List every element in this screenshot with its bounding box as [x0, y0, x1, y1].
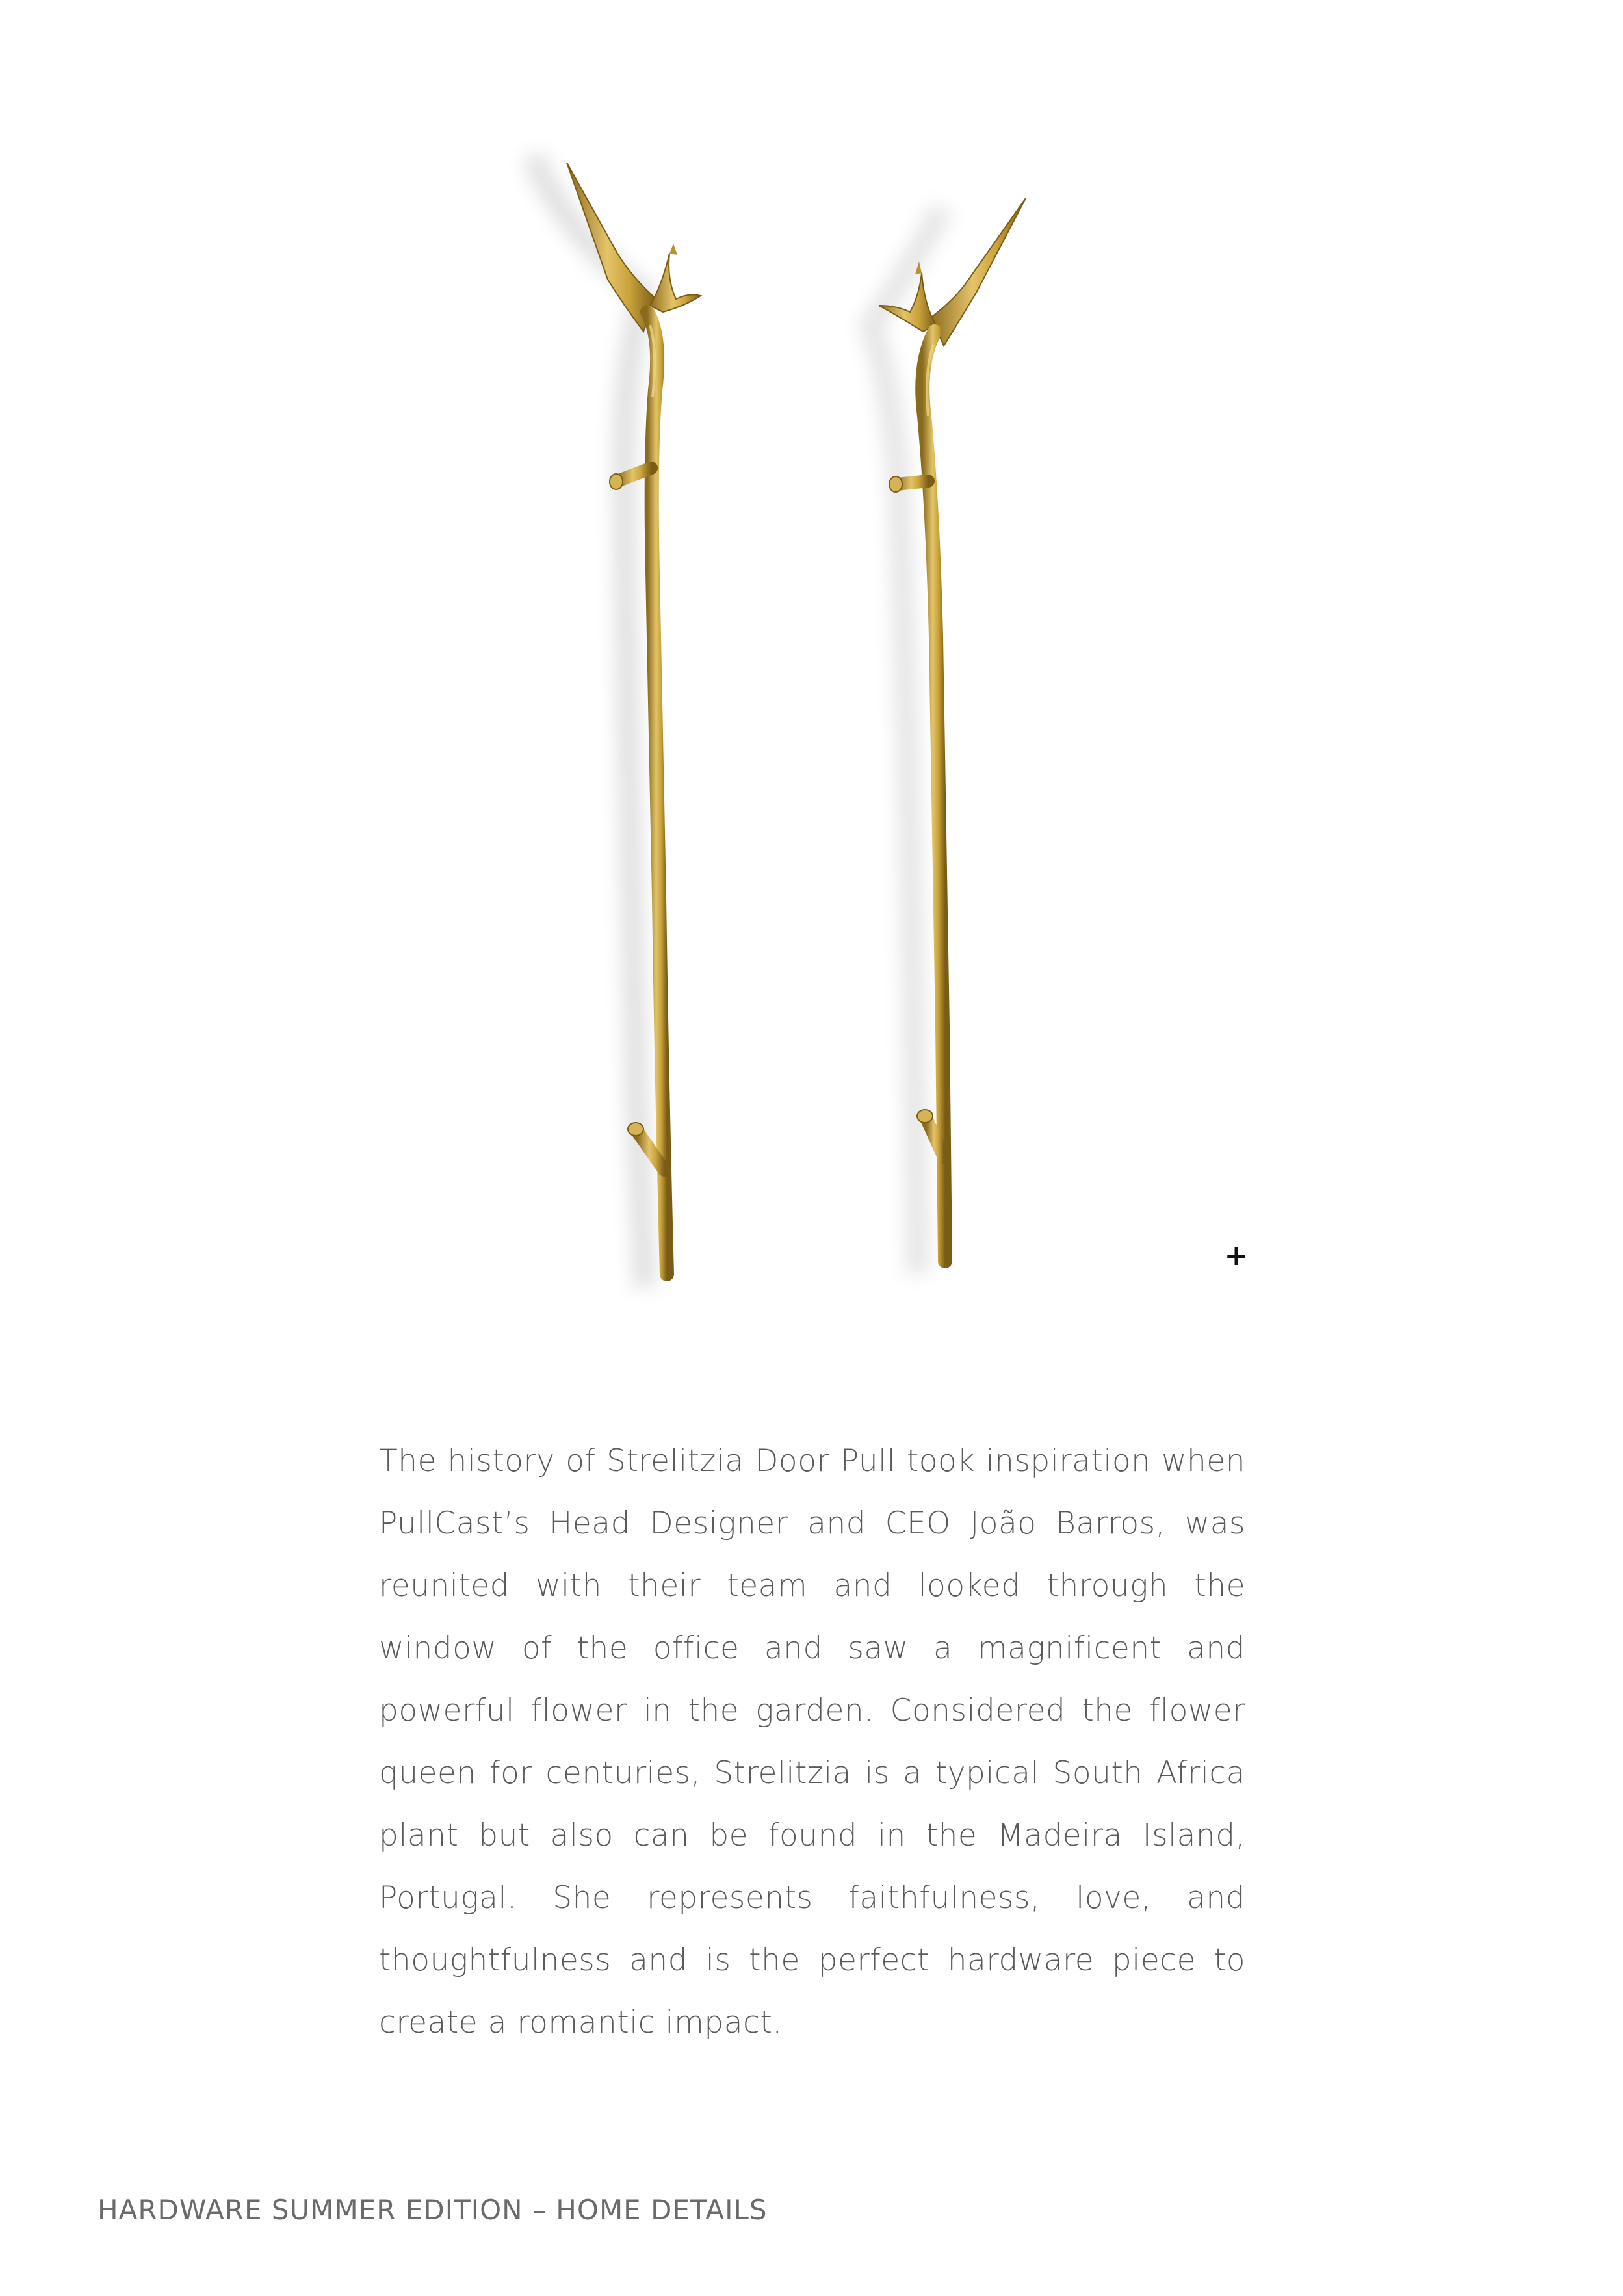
plus-icon[interactable]: +: [1224, 1239, 1249, 1272]
door-pull-left: [533, 156, 701, 1287]
footer-caption: HARDWARE SUMMER EDITION – HOME DETAILS: [97, 2194, 768, 2226]
article-body: The history of Strelitzia Door Pull took inspiration when PullCast’s Head Designer and CEO João Barros, was reunited with their team and looked through the window of the office and saw a magnificent and powerful flower in the garden. Considered the flower queen for centuries, Strelitzia is a typical South Africa plant but also can be found in the Madeira Island, Portugal. She represents faithfulness, love, and thoughtfulness and is the perfect hardware piece to create a romantic impact.: [379, 1443, 1245, 2041]
door-pull-right: [871, 198, 1026, 1274]
product-photo: [455, 117, 1105, 1326]
